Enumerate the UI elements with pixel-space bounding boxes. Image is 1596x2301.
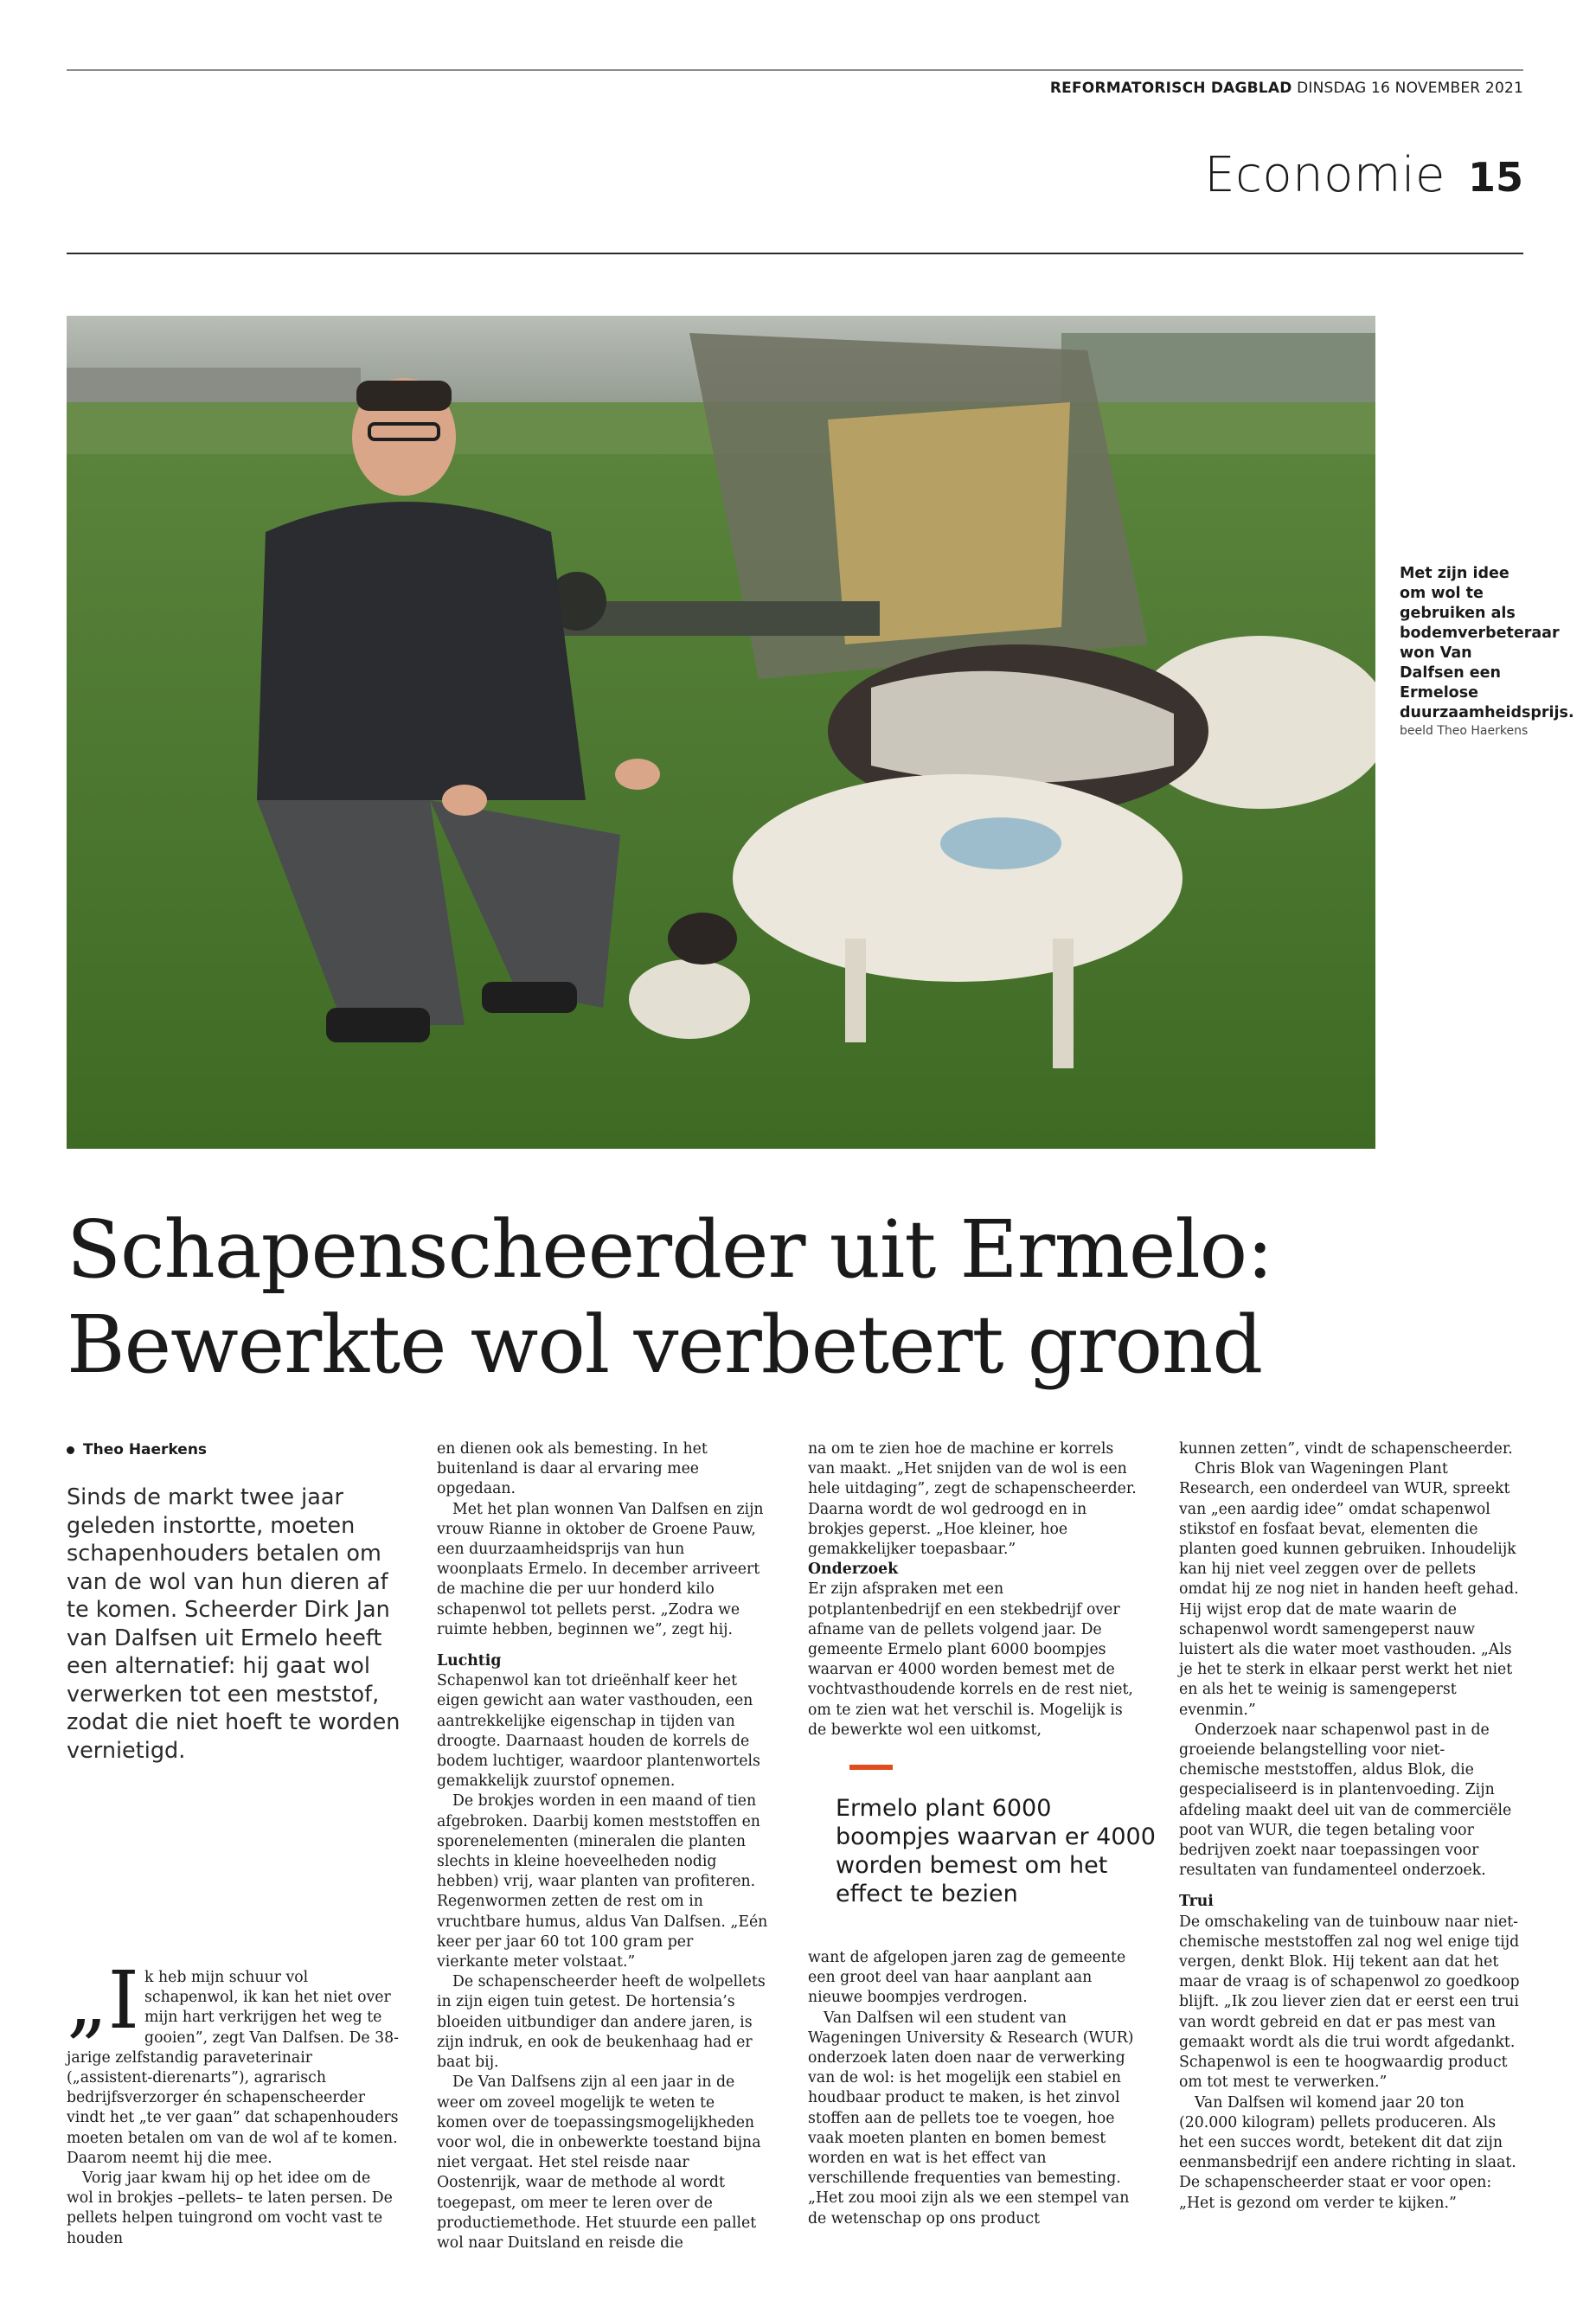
pull-quote [836,1765,1168,1908]
column-2-paragraph: en dienen ook als bemesting. In het buitenland is daar al ervaring mee opgedaan. [437,1440,708,1498]
author-name: Theo Haerkens [83,1441,208,1458]
article-column-1 [67,1954,399,2249]
caption-text: Met zijn idee om wol te gebruiken als bodemverbeteraar won Van Dalfsen een Ermelose duurzaamheidsprijs. [1400,565,1574,721]
subheading-luchtig: Luchtig [437,1652,502,1670]
paper-name: REFORMATORISCH DAGBLAD [1049,80,1292,97]
headline-line-1: Schapenscheerder uit Ermelo: [67,1203,1273,1296]
column-1-paragraph: „Ik heb mijn schuur vol schapenwol, ik kan het niet over mijn hart verkrijgen het weg te gooien”, zegt Van Dalfsen. De 38-jarige zelfstandig paraveterinair („assistent-dierenarts”), agrarisch bedrijfsverzorger én schapenscheerder vindt het „te ver gaan” dat schapenhouders moeten betalen om van de wol af te komen. Daarom neemt hij die mee. [67,1954,399,2167]
column-3-paragraph: want de afgelopen jaren zag de gemeente een groot deel van haar aanplant aan nieuwe boompjes verdrogen. [808,1949,1126,2007]
column-3-paragraph: Er zijn afspraken met een potplantenbedrijf en een stekbedrijf over afname van de pellets volgend jaar. De gemeente Ermelo plant 6000 boompjes waarvan er 4000 worden bemest met de vochtvasthoudende korrels en de rest niet, om te zien wat het verschil is. Mogelijk is de bewerkte wol een uitkomst, [808,1580,1133,1739]
column-4-paragraph: Van Dalfsen wil komend jaar 20 ton (20.000 kilogram) pellets produceren. Als het een succes wordt, betekent dit dat zijn eenmansbedrijf een andere richting in slaat. De schapenscheerder staat er voor open: „Het is gezond om verder te kijken.” [1179,2093,1516,2212]
column-1-paragraph: Vorig jaar kwam hij op het idee om de wol in brokjes –pellets– te laten persen. De pellets helpen tuingrond om vocht vast te houden [67,2170,393,2247]
pull-quote-text: Ermelo plant 6000 boompjes waarvan er 4000 worden bemest om het effect te bezien [836,1795,1156,1907]
column-3-paragraph: Van Dalfsen wil een student van Wageningen University & Research (WUR) onderzoek laten doen naar de verwerking van de wol: is het mogelijk een stabiel en houdbaar product te maken, is het zinvol stoffen aan de pellets toe te voegen, hoe vaak moeten planten en bomen bemest worden en wat is het effect van verschillende frequenties van bemesting. „Het zou mooi zijn als we een stempel van de wetenschap op ons product [808,2009,1134,2227]
article-intro: Sinds de markt twee jaar geleden instortte, moeten schapenhouders betalen om van de wol van hun dieren af te komen. Scheerder Dirk Jan van Dalfsen uit Ermelo heeft een alternatief: hij gaat wol verwerken tot een meststof, zodat die niet hoeft te worden vernietigd. [67,1484,401,1764]
column-2-paragraph: De schapenscheerder heeft de wolpellets in zijn eigen tuin getest. De hortensia’s bloeiden uitbundiger dan andere jaren, is zijn indruk, en ook de beukenhaag had er baat bij. [437,1973,766,2072]
column-2-paragraph: De Van Dalfsens zijn al een jaar in de weer om zoveel mogelijk te weten te komen over de toepassingsmogelijkheden voor wol, die in onbewerkte toestand bijna niet vergaat. Het stel reisde naar Oostenrijk, waar de methode al wordt toegepast, om meer te leren over de productiemethode. Het stuurde een pallet wol naar Duitsland en reisde die [437,2073,761,2252]
section-rule [67,253,1523,254]
section-name: Economie [1204,147,1445,203]
column-3-paragraph: na om te zien hoe de machine er korrels van maakt. „Het snijden van de wol is een hele uitdaging”, zegt de schapenscheerder. Daarna wordt de wol gedroogd en in brokjes geperst. „Hoe kleiner, hoe gemakkelijker toepasbaar.” [808,1440,1137,1559]
article-column-3-lower [808,1948,1140,2229]
article-column-4 [1179,1439,1523,2214]
issue-date: DINSDAG 16 NOVEMBER 2021 [1297,80,1523,97]
pull-quote-accent [849,1765,893,1770]
article-photo [67,316,1375,1149]
article-column-2 [437,1439,769,2253]
section-header [1204,147,1523,203]
photo-credit: beeld Theo Haerkens [1400,724,1529,738]
column-4-paragraph: Onderzoek naar schapenwol past in de groeiende belangstelling voor niet-chemische meststoffen, aldus Blok, die gespecialiseerd is in plantenvoeding. Zijn afdeling maakt deel uit van de commerciële poot van WUR, die tegen betaling voor bedrijven zoekt naar toepassingen voor resultaten van fundamenteel onderzoek. [1179,1721,1512,1880]
top-rule [67,69,1523,71]
masthead [1050,80,1523,97]
photo-illustration [67,316,1375,1149]
article-headline [67,1202,1520,1393]
drop-cap: „I [67,1954,140,2047]
column-2-paragraph: Schapenwol kan tot drieënhalf keer het eigen gewicht aan water vasthouden, een aantrekkelijke eigenschap in tijden van droogte. Daarnaast houden de korrels de bodem luchtiger, waardoor plantenwortels gemakkelijk zuurstof opnemen. [437,1672,760,1791]
subheading-onderzoek: Onderzoek [808,1561,899,1579]
column-2-paragraph: De brokjes worden in een maand of tien afgebroken. Daarbij komen meststoffen en sporenelementen (mineralen die planten slechts in kleine hoeveelheden nodig hebben) vrij, waar planten van profiteren. Regenwormen zetten de rest om in vruchtbare humus, aldus Van Dalfsen. „Eén keer per jaar 60 tot 100 gram per vierkante meter volstaat.” [437,1792,768,1971]
photo-caption [1400,564,1574,740]
column-2-paragraph: Met het plan wonnen Van Dalfsen en zijn vrouw Rianne in oktober de Groene Pauw, een duurzaamheidsprijs van hun woonplaats Ermelo. In december arriveert de machine die per uur honderd kilo schapenwol tot pellets perst. „Zodra we ruimte hebben, beginnen we”, zegt hij. [437,1500,764,1638]
byline [67,1441,207,1458]
column-4-paragraph: Chris Blok van Wageningen Plant Research, een onderdeel van WUR, spreekt van „een aardig idee” omdat schapenwol stikstof en fosfaat bevat, elementen die planten goed kunnen gebruiken. Inhoudelijk kan hij niet veel zeggen over de pellets omdat hij ze nog niet in handen heeft gehad. Hij wijst erop dat de mate waarin de schapenwol wordt samengeperst nauw luistert als die water moet vasthouden. „Als je het te sterk in elkaar perst werkt het niet en als het te weinig is samengeperst evenmin.” [1179,1460,1519,1719]
subheading-trui: Trui [1179,1893,1214,1911]
byline-bullet [67,1446,74,1454]
article-column-3 [808,1439,1140,1740]
column-4-paragraph: De omschakeling van de tuinbouw naar niet-chemische meststoffen zal nog wel enige tijd vergen, denkt Blok. Hij tekent aan dat het maar de vraag is of schapenwol zo goedkoop blijft. „Ik zou liever zien dat er eerst een trui van wordt gebreid en dat er pas mest van gemaakt wordt als die trui wordt afgedankt. Schapenwol is een te hoogwaardig product om tot mest te verwerken.” [1179,1913,1520,2092]
headline-line-2: Bewerkte wol verbetert grond [67,1298,1263,1391]
page-number: 15 [1467,154,1523,201]
column-4-paragraph: kunnen zetten”, vindt de schapenscheerder. [1179,1440,1513,1458]
